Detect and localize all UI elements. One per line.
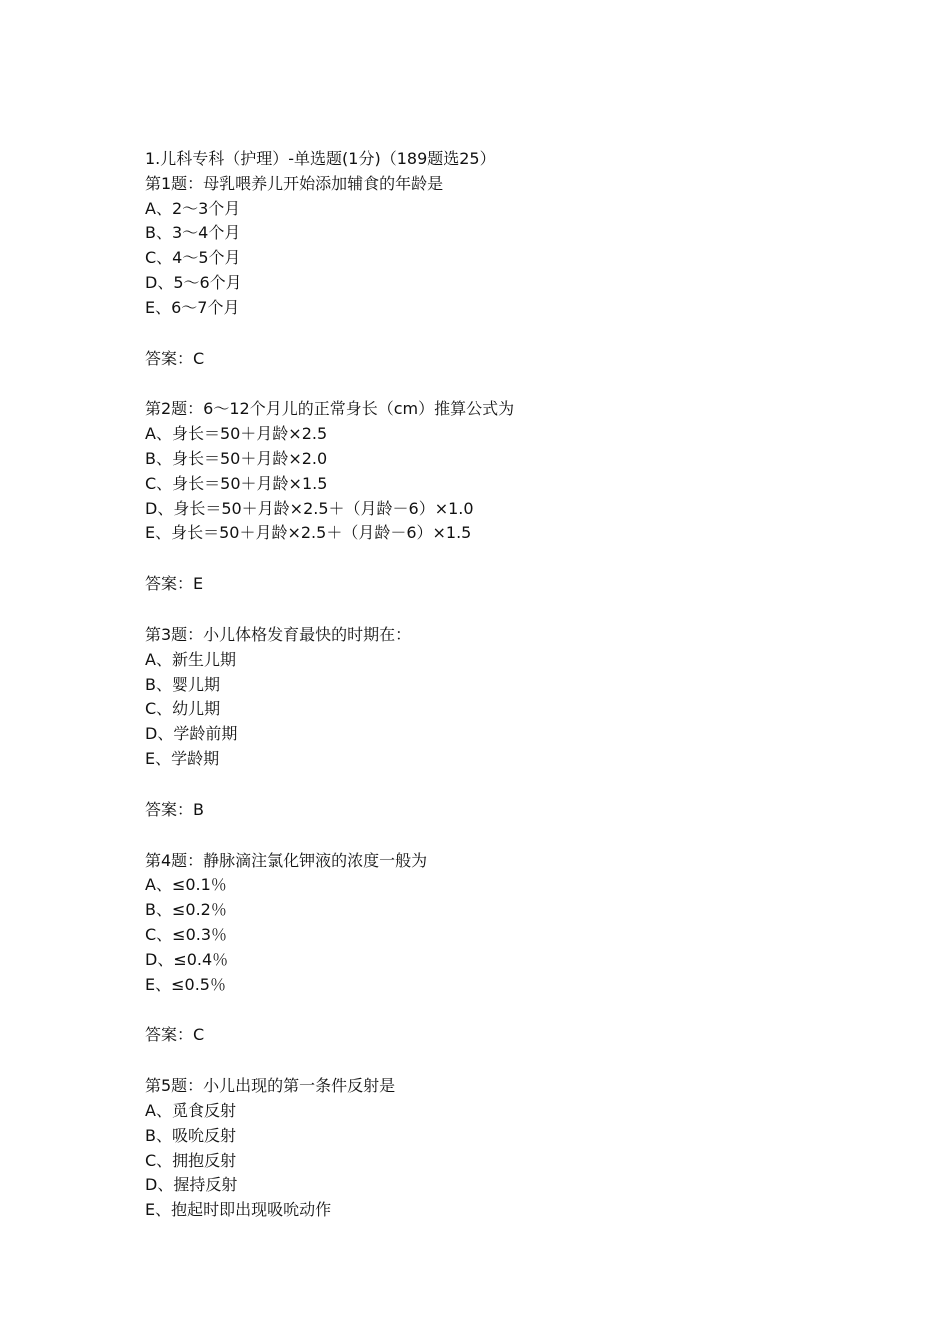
option-c: C、≤0.3％ (145, 924, 228, 944)
option-a: A、≤0.1％ (145, 875, 227, 895)
option-d: D、学龄前期 (145, 724, 238, 744)
question-3 (145, 623, 845, 849)
question-1 (145, 172, 845, 398)
answer: 答案：C (145, 348, 205, 368)
question-4 (145, 849, 845, 1075)
option-d: D、身长＝50＋月龄×2.5＋（月龄－6）×1.0 (145, 498, 474, 518)
option-d: D、≤0.4％ (145, 949, 229, 969)
option-e: E、6～7个月 (145, 297, 240, 317)
option-c: C、身长＝50＋月龄×1.5 (145, 473, 328, 493)
question-2 (145, 397, 845, 623)
option-a: A、觅食反射 (145, 1100, 236, 1120)
section-title: 1.儿科专科（护理）-单选题(1分)（189题选25） (145, 149, 496, 168)
option-c: C、幼儿期 (145, 699, 221, 719)
option-b: B、3～4个月 (145, 223, 241, 243)
document-page (145, 147, 845, 1223)
option-b: B、婴儿期 (145, 674, 220, 694)
option-a: A、身长＝50＋月龄×2.5 (145, 424, 328, 444)
question-stem: 第2题：6～12个月儿的正常身长（cm）推算公式为 (145, 399, 515, 419)
question-stem: 第1题：母乳喂养儿开始添加辅食的年龄是 (145, 173, 444, 193)
option-d: D、握持反射 (145, 1175, 238, 1195)
question-stem: 第5题：小儿出现的第一条件反射是 (145, 1076, 396, 1096)
question-5 (145, 1074, 845, 1223)
option-e: E、学龄期 (145, 748, 220, 768)
option-b: B、≤0.2％ (145, 900, 227, 920)
question-stem: 第3题：小儿体格发育最快的时期在： (145, 624, 412, 644)
option-e: E、抱起时即出现吸吮动作 (145, 1200, 332, 1220)
option-a: A、新生儿期 (145, 649, 236, 669)
question-stem: 第4题：静脉滴注氯化钾液的浓度一般为 (145, 850, 428, 870)
option-c: C、拥抱反射 (145, 1150, 237, 1170)
option-b: B、身长＝50＋月龄×2.0 (145, 448, 328, 468)
option-b: B、吸吮反射 (145, 1125, 236, 1145)
option-e: E、≤0.5％ (145, 974, 226, 994)
answer: 答案：B (145, 799, 204, 819)
answer: 答案：C (145, 1025, 205, 1045)
option-e: E、身长＝50＋月龄×2.5＋（月龄－6）×1.5 (145, 523, 472, 543)
option-d: D、5～6个月 (145, 272, 242, 292)
option-a: A、2～3个月 (145, 198, 241, 218)
option-c: C、4～5个月 (145, 248, 241, 268)
answer: 答案：E (145, 574, 204, 594)
